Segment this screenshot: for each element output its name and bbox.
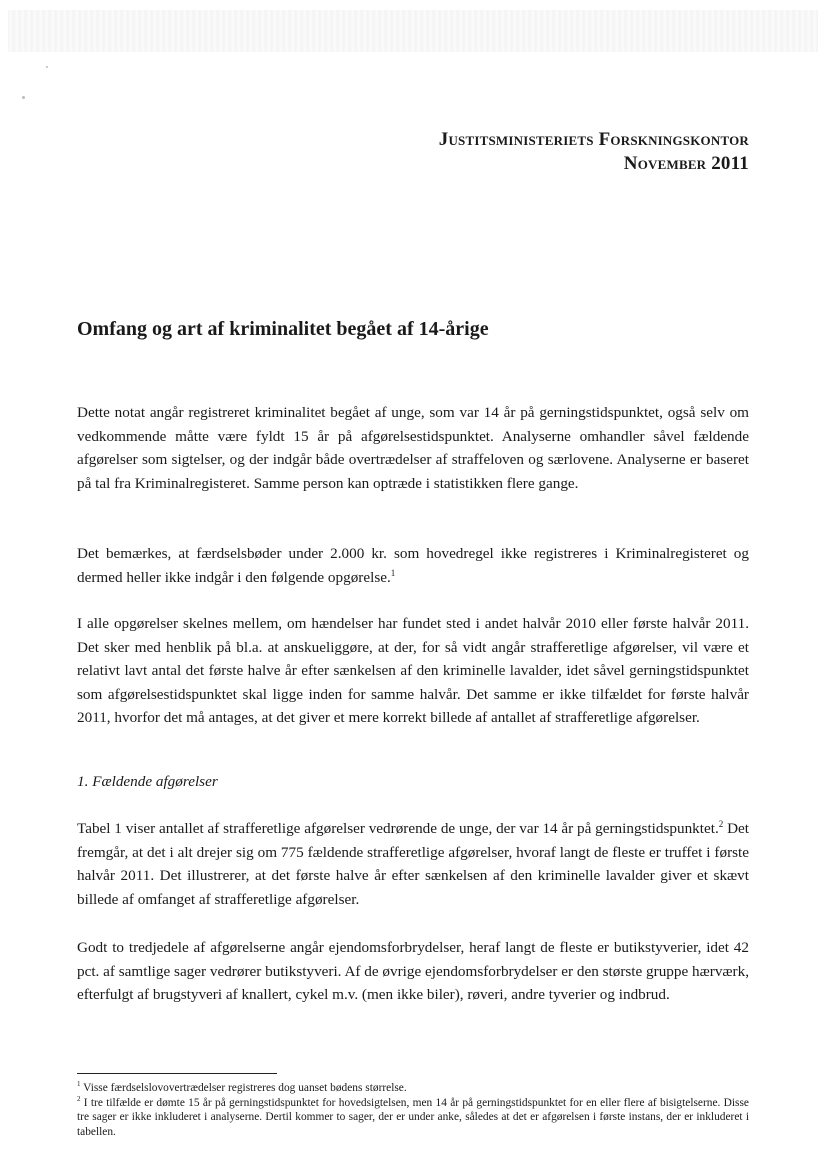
paragraph-property-crime: Godt to tredjedele af afgørelserne angår ejendomsforbrydelser, heraf langt de fleste er butikstyverier, idet 42 pct. af samtlige sager vedrører butikstyveri. Af de øvrige ejendomsforbrydelser er den største gruppe hærværk, efterfulgt af brugstyveri af knallert, cykel m.v. (men ikke biler), røveri, andre tyverier og indbrud. — [77, 939, 749, 1003]
footnotes — [77, 1081, 749, 1139]
section-heading: 1. Fældende afgørelser — [77, 773, 218, 790]
scan-speck — [46, 66, 48, 68]
header-date: November 2011 — [623, 153, 749, 174]
footnote-ref: 1 — [390, 567, 396, 578]
footnote-1: $^1$ Visse færdselslovovertrædelser registreres dog uanset bødens størrelse. — [77, 1080, 407, 1094]
paragraph-note: Det bemærkes, at færdselsbøder under 2.000 kr. som hovedregel ikke registreres i Kriminalregisteret og dermed heller ikke indgår i den følgende opgørelse.$^1$ — [77, 545, 749, 586]
footnote-2: $^2$ I tre tilfælde er dømte 15 år på gerningstidspunktet for hovedsigtelsen, men 14 år på gerningstidspunktet for en eller flere af bisigtelserne. Disse tre sager er ikke inkluderet i analyserne. Dertil kommer to sager, der er under anke, således at det er afgørelsen i første instans, der er inkluderet i tabellen. — [77, 1094, 749, 1138]
scan-artifact-strip — [8, 10, 818, 52]
paragraph-method: I alle opgørelser skelnes mellem, om hændelser har fundet sted i andet halvår 2010 eller første halvår 2011. Det sker med henblik på bl.a. at anskueliggøre, at der, for så vidt angår strafferetlige afgørelser, vil være et relativt lavt antal det første halve år efter sænkelsen af den kriminelle lavalder, idet såvel gerningstidspunktet som afgørelsestidspunktet skal ligge inden for samme halvår. Det samme er ikke tilfældet for første halvår 2011, hvorfor det må antages, at det giver et mere korrekt billede af antallet af strafferetlige afgørelser. — [77, 615, 749, 726]
header-institution: Justitsministeriets Forskningskontor — [438, 129, 749, 150]
footnote-divider — [77, 1073, 277, 1074]
paragraph-intro: Dette notat angår registreret kriminalitet begået af unge, som var 14 år på gerningstidspunktet, også selv om vedkommende måtte være fyldt 15 år på afgørelsestidspunktet. Analyserne omhandler såvel fældende afgørelser som sigtelser, og der indgår både overtrædelser af straffeloven og særlovene. Analyserne er baseret på tal fra Kriminalregisteret. Samme person kan optræde i statistikken flere gange. — [77, 404, 749, 492]
scan-speck — [22, 96, 25, 99]
footnote-ref: 2 — [718, 818, 724, 829]
document-title: Omfang og art af kriminalitet begået af 14-årige — [77, 318, 489, 340]
paragraph-table-intro: Tabel 1 viser antallet af strafferetlige afgørelser vedrørende de unge, der var 14 år på gerningstidspunktet.$^2$ Det fremgår, at det i alt drejer sig om 775 fældende strafferetlige afgørelser, hvoraf langt de fleste er truffet i første halvår 2011. Det illustrerer, at det første halve år efter sænkelsen af den kriminelle lavalder giver et skævt billede af omfanget af strafferetlige afgørelser. — [77, 818, 749, 908]
document-header — [439, 128, 749, 176]
